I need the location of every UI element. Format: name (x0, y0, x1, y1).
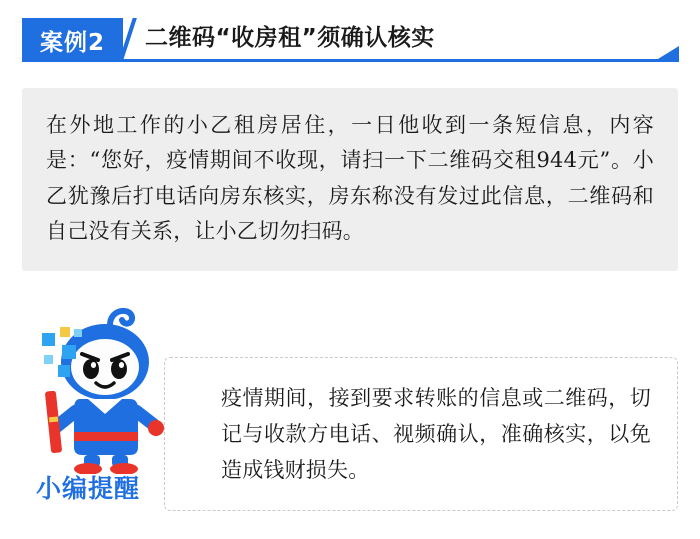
article-header (22, 18, 678, 66)
mascot-blue-character-icon (32, 299, 182, 474)
tip-box (164, 357, 678, 511)
header-slash-decoration (123, 18, 145, 62)
header-tail-decoration (653, 46, 679, 62)
page-title: 二维码“收房租”须确认核实 (145, 25, 435, 51)
case-badge: 案例2 (22, 18, 123, 62)
header-title-wrap (123, 18, 678, 62)
mascot-column (22, 299, 192, 519)
tip-label: 小编提醒 (36, 474, 141, 504)
story-box (22, 88, 678, 271)
story-text: 在外地工作的小乙租房居住，一日他收到一条短信息，内容是：“您好，疫情期间不收现，请扫一下二维码交租944元”。小乙犹豫后打电话向房东核实，房东称没有发过此信息，二维码和自己没有关系，让小乙切勿扫码。 (46, 113, 654, 243)
tip-section (22, 299, 678, 519)
tip-text: 疫情期间，接到要求转账的信息或二维码，切记与收款方电话、视频确认，准确核实，以免造成钱财损失。 (221, 385, 651, 482)
